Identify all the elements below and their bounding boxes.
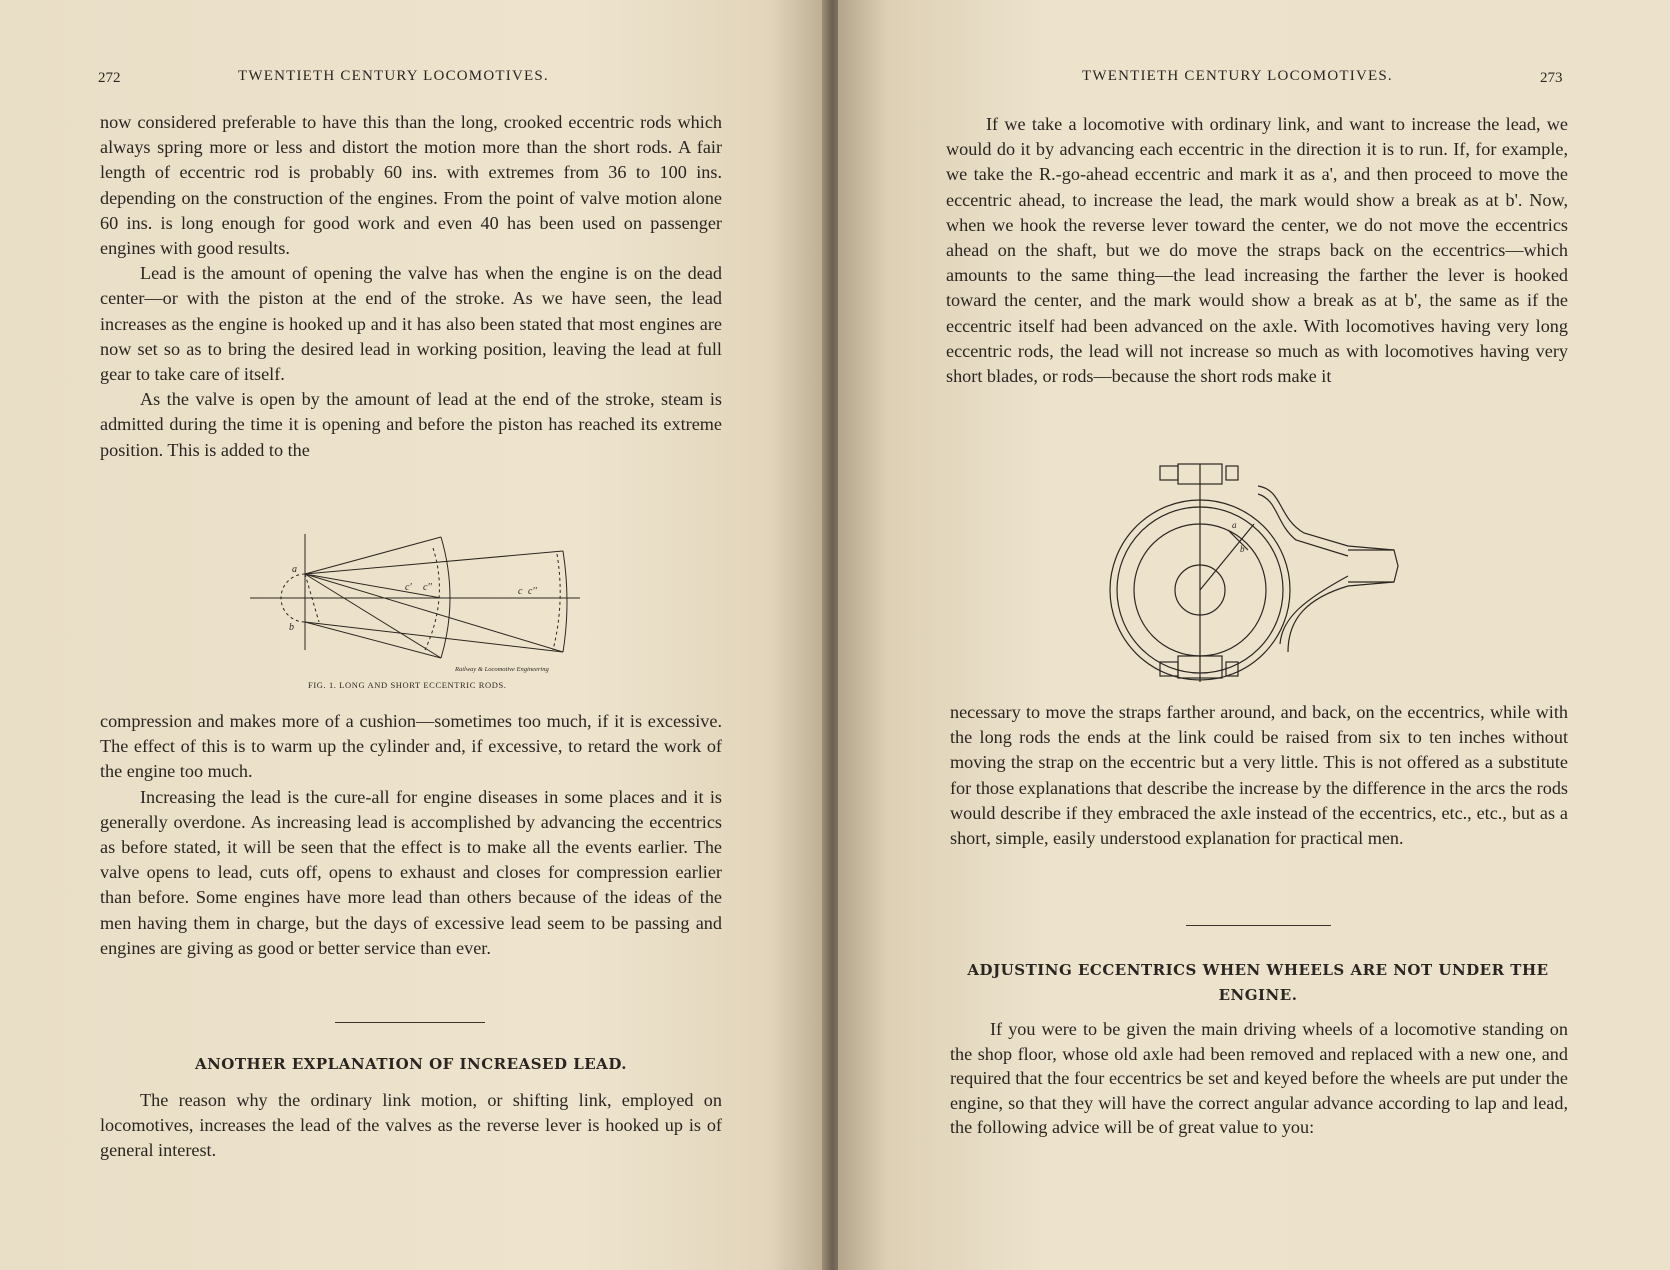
fig1-diagram bbox=[245, 530, 595, 670]
left-page bbox=[0, 0, 828, 1270]
left-section-text bbox=[100, 1088, 722, 1164]
section-divider bbox=[335, 1022, 485, 1023]
top-nut-left bbox=[1160, 466, 1178, 480]
rod-stub bbox=[1348, 550, 1398, 582]
fig1-rod-cross-2 bbox=[305, 574, 563, 652]
right-middle-text bbox=[950, 700, 1568, 851]
right-running-head: TWENTIETH CENTURY LOCOMOTIVES. bbox=[1082, 68, 1393, 84]
fig1-label-c-prime: c' bbox=[405, 582, 412, 593]
right-section-text bbox=[950, 1017, 1568, 1140]
right-page-number: 273 bbox=[1540, 70, 1563, 86]
strap-label-a: a bbox=[1232, 520, 1237, 530]
section-divider bbox=[1186, 925, 1331, 926]
paragraph: compression and makes more of a cushion—sometimes too much, if it is excessive. The effect of this is to warm up the cylinder and, if excessive, to retard the work of the engine too much. bbox=[100, 711, 722, 782]
left-section-heading: ANOTHER EXPLANATION OF INCREASED LEAD. bbox=[194, 1055, 628, 1073]
left-bottom-text bbox=[100, 709, 722, 961]
top-nut-right bbox=[1226, 466, 1238, 480]
fig1-long-rod-upper bbox=[305, 551, 563, 574]
fig1-rod-cross-1 bbox=[305, 574, 441, 658]
mark-line bbox=[1228, 530, 1248, 550]
paragraph: Increasing the lead is the cure-all for engine diseases in some places and it is generally overdone. As increasing lead is accomplished by advancing the eccentrics as before stated, it will be seen that the effect is to make all the events earlier. The valve opens to lead, cuts off, opens to exhaust and closes for compression earlier than before. Some engines have more lead than others because of the ideas of the men having them in charge, but the days of excessive lead seem to be passing and engines are giving as good or better service than ever. bbox=[100, 786, 722, 958]
fig1-short-rod-upper bbox=[305, 537, 441, 574]
fig1-short-rod-lower bbox=[305, 622, 441, 658]
fig1-label-c-dprime-2: c'' bbox=[528, 586, 537, 597]
strap-arm-lower bbox=[1288, 582, 1394, 652]
left-running-head: TWENTIETH CENTURY LOCOMOTIVES. bbox=[238, 68, 549, 84]
paragraph: As the valve is open by the amount of lead at the end of the stroke, steam is admitted during the time it is opening and before the piston has reached its extreme position. This is added to the bbox=[100, 389, 722, 460]
fig1-long-link-arc-dashed bbox=[553, 554, 560, 650]
left-page-number: 272 bbox=[98, 70, 121, 86]
right-page bbox=[838, 0, 1670, 1270]
radius-line bbox=[1200, 524, 1254, 590]
fig1-label-a: a bbox=[292, 564, 297, 575]
eccentric-strap-diagram bbox=[1108, 458, 1408, 688]
fig1-caption: FIG. 1. LONG AND SHORT ECCENTRIC RODS. bbox=[308, 680, 507, 690]
fig1-credit: Railway & Locomotive Engineering bbox=[455, 666, 549, 673]
paragraph: Lead is the amount of opening the valve has when the engine is on the dead center—or with the piston at the end of the stroke. As we have seen, the lead increases as the engine is hooked up and it has also been stated that most engines are now set so as to bring the desired lead in working position, leaving the lead at full gear to take care of itself. bbox=[100, 263, 722, 385]
paragraph: now considered preferable to have this than the long, crooked eccentric rods which always spring more or less and distort the motion more than the short rods. A fair length of eccentric rod is probably 60 ins. with extremes from 36 to 100 ins. depending on the construction of the engines. From the point of valve motion alone 60 ins. is long enough for good work and even 40 has been used on passenger engines with good results. bbox=[100, 112, 722, 259]
right-top-text bbox=[946, 112, 1568, 389]
fig1-long-link-arc bbox=[563, 551, 567, 652]
paragraph: The reason why the ordinary link motion, or shifting link, employed on locomotives, increases the lead of the valves as the reverse lever is hooked up is of general interest. bbox=[100, 1090, 722, 1161]
fig1-label-b: b bbox=[289, 622, 294, 633]
strap-arm-upper bbox=[1258, 486, 1394, 550]
right-section-heading: ADJUSTING ECCENTRICS WHEN WHEELS ARE NOT UNDER THE ENGINE. bbox=[967, 961, 1549, 1004]
left-top-text bbox=[100, 110, 722, 463]
fig1-label-c-dprime: c'' bbox=[423, 582, 432, 593]
strap-label-b: b bbox=[1240, 544, 1245, 554]
fig1-label-c: c bbox=[518, 586, 523, 597]
paragraph: If you were to be given the main driving wheels of a locomotive standing on the shop floor, whose old axle had been removed and replaced with a new one, and required that the four eccentrics be set and keyed before the wheels are put under the engine, so that they will have the correct angular advance according to lap and lead, the following advice will be of great value to you: bbox=[950, 1019, 1568, 1137]
paragraph: necessary to move the straps farther around, and back, on the eccentrics, while with the long rods the ends at the link could be raised from six to ten inches without moving the strap on the eccentric but a very little. This is not offered as a substitute for those explanations that describe the increase by the difference in the arcs the rods would describe if they embraced the axle instead of the eccentrics, etc., etc., but as a short, simple, easily understood explanation for practical men. bbox=[950, 702, 1568, 849]
paragraph: If we take a locomotive with ordinary link, and want to increase the lead, we would do it by advancing each eccentric in the direction it is to run. If, for example, we take the R.-go-ahead eccentric and mark it as a', and then proceed to move the eccentric ahead, to increase the lead, the mark would show a break as at b'. Now, when we hook the reverse lever toward the center, we do not move the eccentrics ahead on the shaft, but we do move the straps back on the eccentrics—which amounts to the same thing—the lead increasing the farther the lever is hooked toward the center, and the mark would show a break as at b', the same as if the eccentric itself had been advanced on the axle. With locomotives having very long eccentric rods, the lead will not increase so much as with locomotives having very short blades, or rods—because the short rods make it bbox=[946, 114, 1568, 387]
